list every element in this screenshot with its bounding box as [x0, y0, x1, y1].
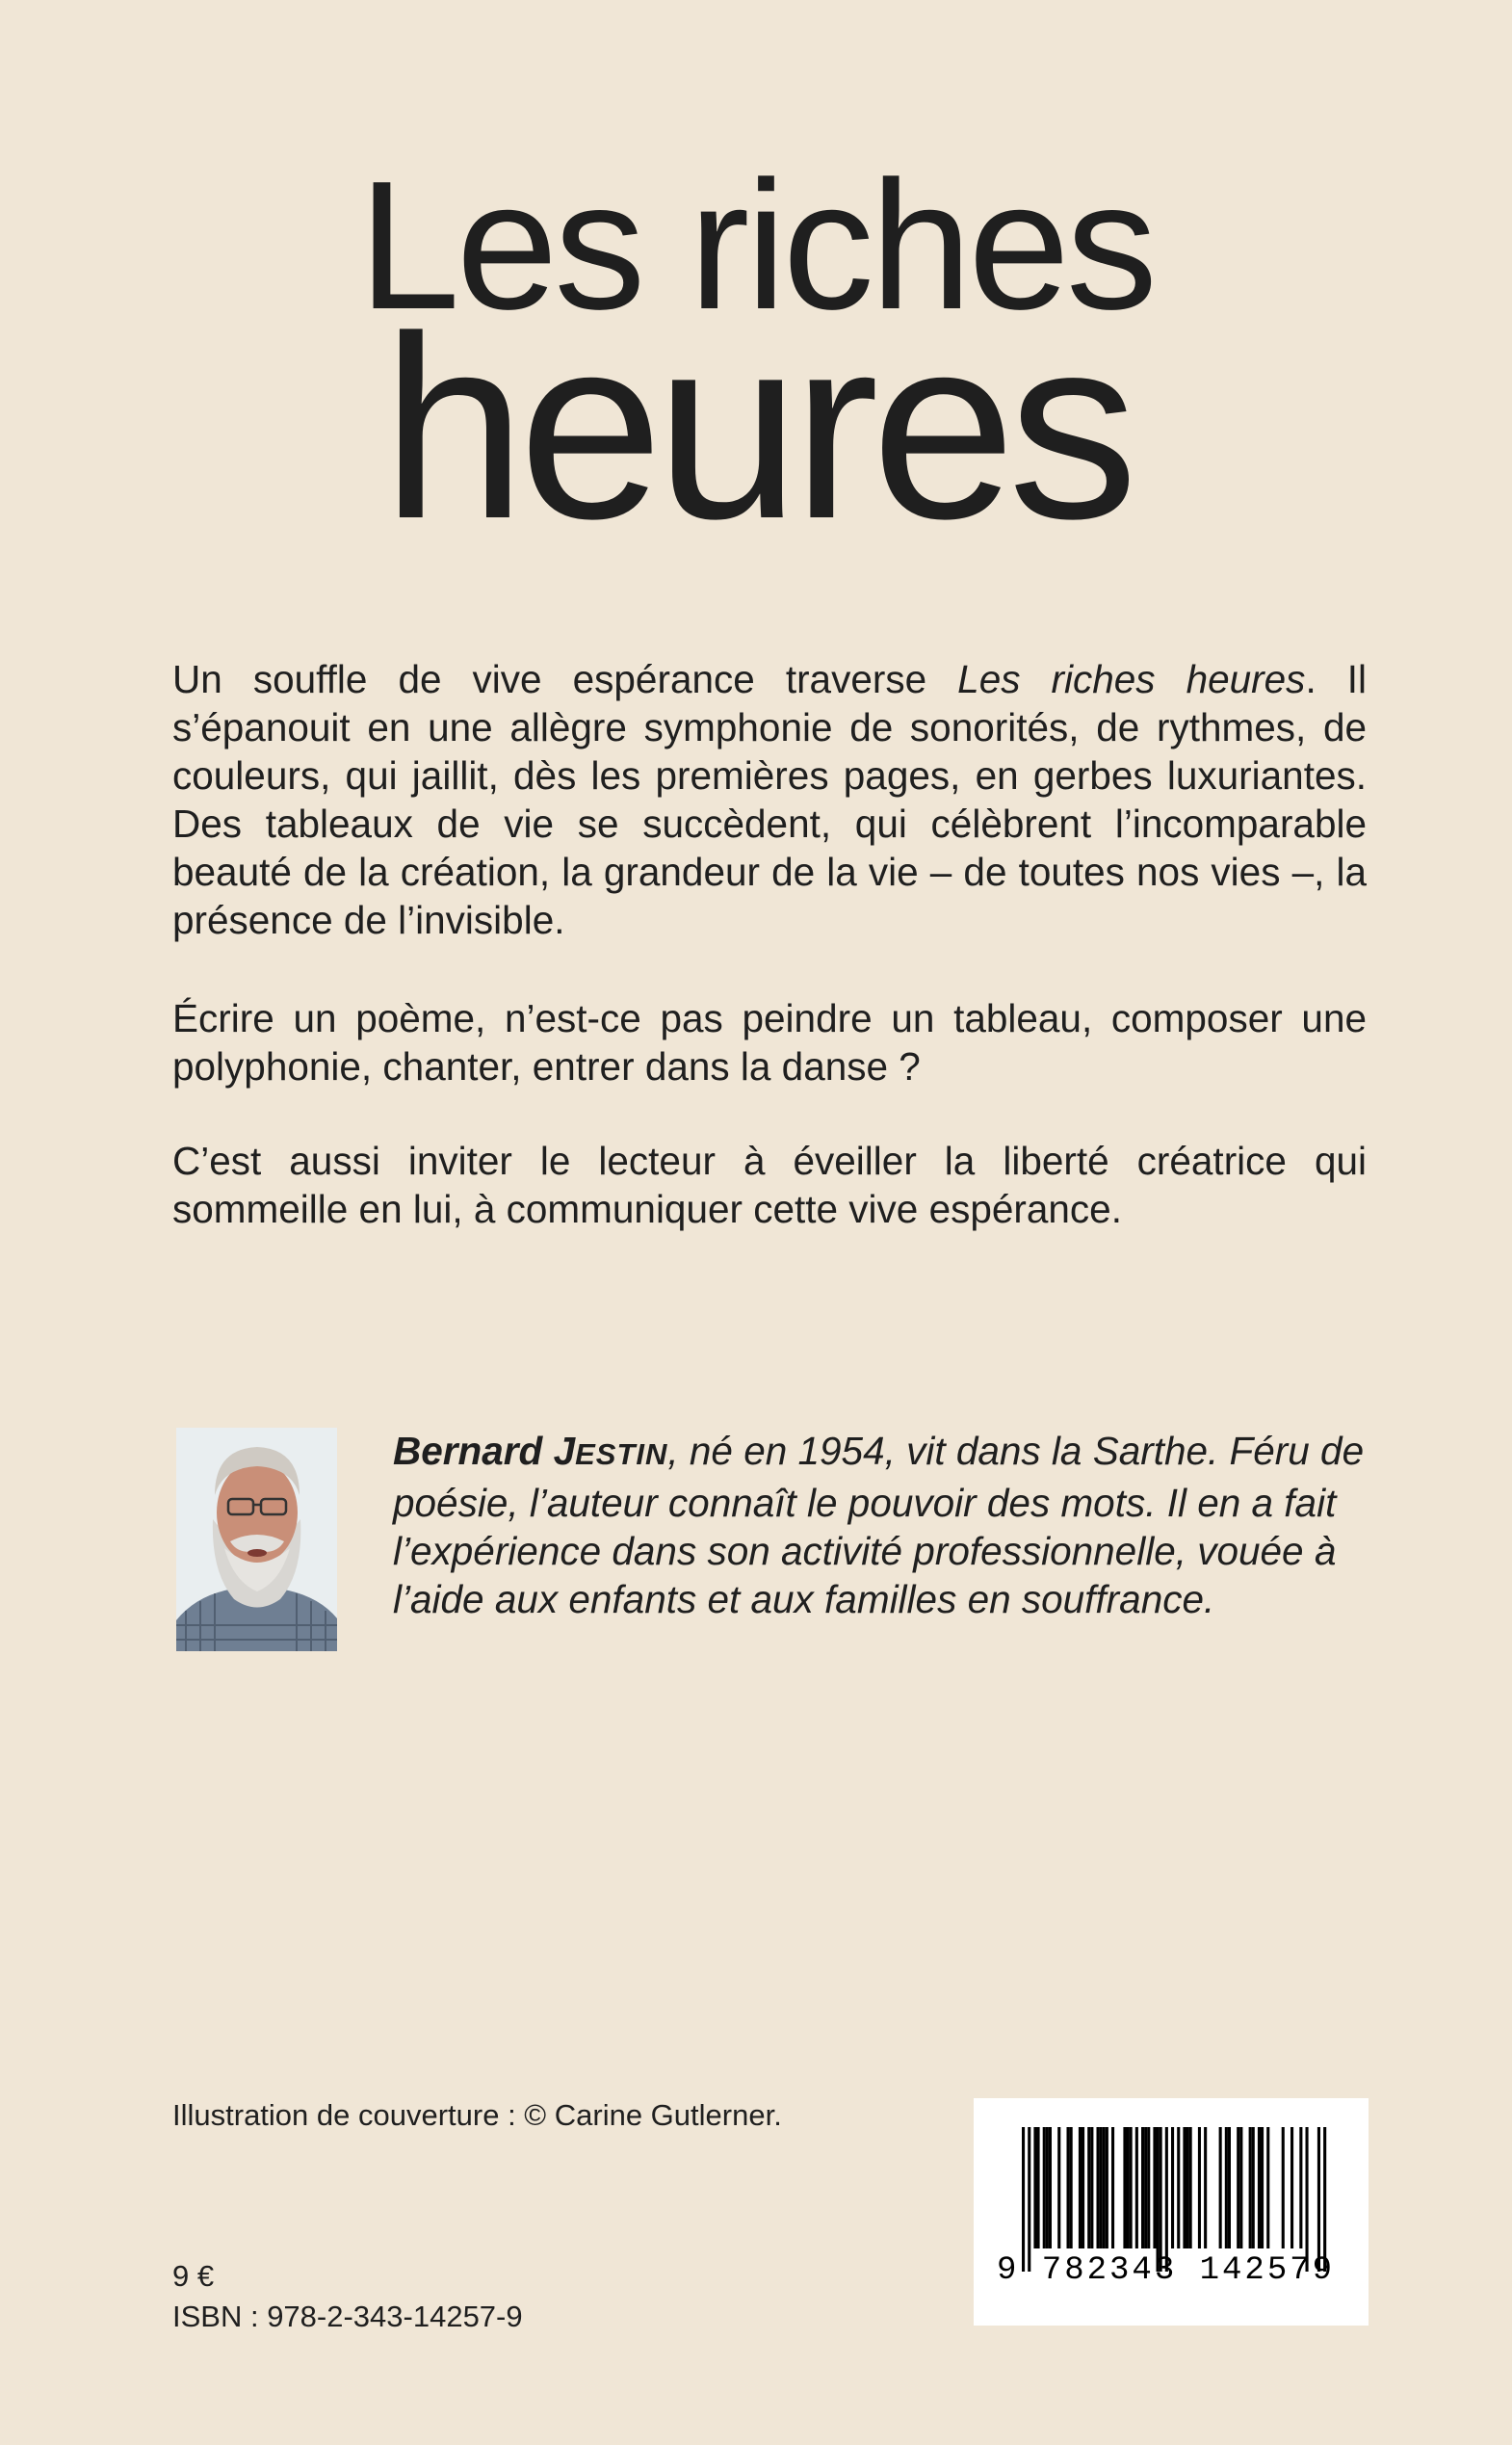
author-last-name: ESTIN — [575, 1437, 668, 1471]
author-bio-text: , né en 1954, vit dans la Sarthe. Féru de poésie, l’auteur connaît le pouvoir des mots. Il en a fait l’expérience dans son activité professionnelle, vouée à l’aide aux enfants et aux familles en souffrance. — [393, 1429, 1365, 1621]
barcode-bar — [1141, 2127, 1144, 2248]
barcode-bar — [1290, 2127, 1293, 2248]
barcode-bar — [1022, 2127, 1025, 2272]
barcode-bar — [1049, 2127, 1052, 2248]
author-photo — [176, 1428, 337, 1651]
blurb-text: Un souffle de vive espérance traverse — [172, 657, 958, 701]
isbn: ISBN : 978-2-343-14257-9 — [172, 2300, 523, 2333]
barcode-bar — [1111, 2127, 1114, 2248]
barcode-bar — [1189, 2127, 1192, 2248]
barcode-bar — [1228, 2127, 1231, 2248]
barcode-bars — [974, 2098, 1369, 2326]
author-portrait-illustration — [176, 1428, 337, 1651]
barcode-bar — [1144, 2127, 1147, 2248]
barcode-bar — [1225, 2127, 1228, 2248]
blurb-text: C’est aussi inviter le lecteur à éveiller la liberté créatrice qui sommeille en lui, à communiquer cette vive espérance. — [172, 1139, 1367, 1231]
barcode-bar — [1090, 2127, 1093, 2248]
barcode-bar — [1198, 2127, 1201, 2248]
barcode-bar — [1306, 2127, 1309, 2272]
blurb-text: Écrire un poème, n’est-ce pas peindre un tableau, composer une polyphonie, chanter, entrer dans la danse ? — [172, 996, 1367, 1089]
isbn-barcode — [974, 2098, 1369, 2326]
barcode-bar — [1239, 2127, 1242, 2248]
price: 9 € — [172, 2259, 215, 2293]
barcode-bar — [1106, 2127, 1108, 2248]
barcode-digits: 9 782343 142579 — [997, 2252, 1336, 2289]
blurb-paragraph-2 — [172, 994, 1367, 1091]
barcode-bar — [1266, 2127, 1269, 2248]
barcode-bar — [1157, 2127, 1160, 2272]
barcode-bar — [1237, 2127, 1239, 2248]
barcode-bar — [1147, 2127, 1150, 2248]
barcode-bar — [1127, 2127, 1130, 2248]
barcode-bar — [1317, 2127, 1320, 2272]
barcode-bar — [1033, 2127, 1036, 2248]
barcode-bar — [1103, 2127, 1106, 2248]
barcode-bar — [1100, 2127, 1103, 2248]
barcode-bar — [1067, 2127, 1070, 2248]
barcode-bar — [1171, 2127, 1174, 2248]
barcode-bar — [1165, 2127, 1168, 2272]
blurb-book-title: Les riches heures — [957, 657, 1306, 701]
title-line-1: Les riches — [358, 144, 1154, 348]
barcode-bar — [1130, 2127, 1133, 2248]
barcode-bar — [1079, 2127, 1082, 2248]
barcode-bar — [1057, 2127, 1060, 2248]
barcode-bar — [1183, 2127, 1186, 2248]
blurb-text: . Il s’épanouit en une allègre symphonie de sonorités, de rythmes, de couleurs, qui jaillit, dès les premières pages, en gerbes luxuriantes. Des tableaux de vie se succèdent, qui célèbrent l’incomparable beauté de la création, la grandeur de la vie – de toutes nos vies –, la présence de l’invisible. — [172, 657, 1367, 942]
barcode-bar — [1037, 2127, 1040, 2248]
barcode-bar — [1177, 2127, 1180, 2248]
blurb-paragraph-1 — [172, 655, 1367, 944]
barcode-bar — [1258, 2127, 1261, 2248]
blurb-paragraph-3 — [172, 1137, 1367, 1233]
barcode-bar — [1249, 2127, 1252, 2248]
barcode-bar — [1261, 2127, 1264, 2248]
barcode-bar — [1282, 2127, 1285, 2248]
barcode-bar — [1097, 2127, 1100, 2248]
barcode-bar — [1123, 2127, 1126, 2248]
barcode-bar — [1153, 2127, 1156, 2248]
barcode-bar — [1082, 2127, 1084, 2248]
barcode-bar — [1070, 2127, 1073, 2248]
barcode-bar — [1135, 2127, 1138, 2248]
barcode-bar — [1087, 2127, 1090, 2248]
barcode-bar — [1160, 2127, 1162, 2272]
author-bio — [393, 1427, 1368, 1623]
barcode-bar — [1028, 2127, 1030, 2272]
barcode-bar — [1046, 2127, 1049, 2248]
cover-illustration-credit: Illustration de couverture : © Carine Gutlerner. — [172, 2098, 782, 2132]
title-line-2: heures — [381, 283, 1131, 573]
barcode-bar — [1043, 2127, 1046, 2248]
author-first-name: Bernard — [393, 1429, 543, 1473]
barcode-bar — [1219, 2127, 1222, 2248]
author-last-name-initial: J — [553, 1429, 576, 1473]
barcode-bar — [1204, 2127, 1207, 2248]
barcode-bar — [1299, 2127, 1302, 2248]
barcode-bar — [1252, 2127, 1255, 2248]
barcode-bar — [1186, 2127, 1189, 2248]
barcode-bar — [1323, 2127, 1326, 2272]
